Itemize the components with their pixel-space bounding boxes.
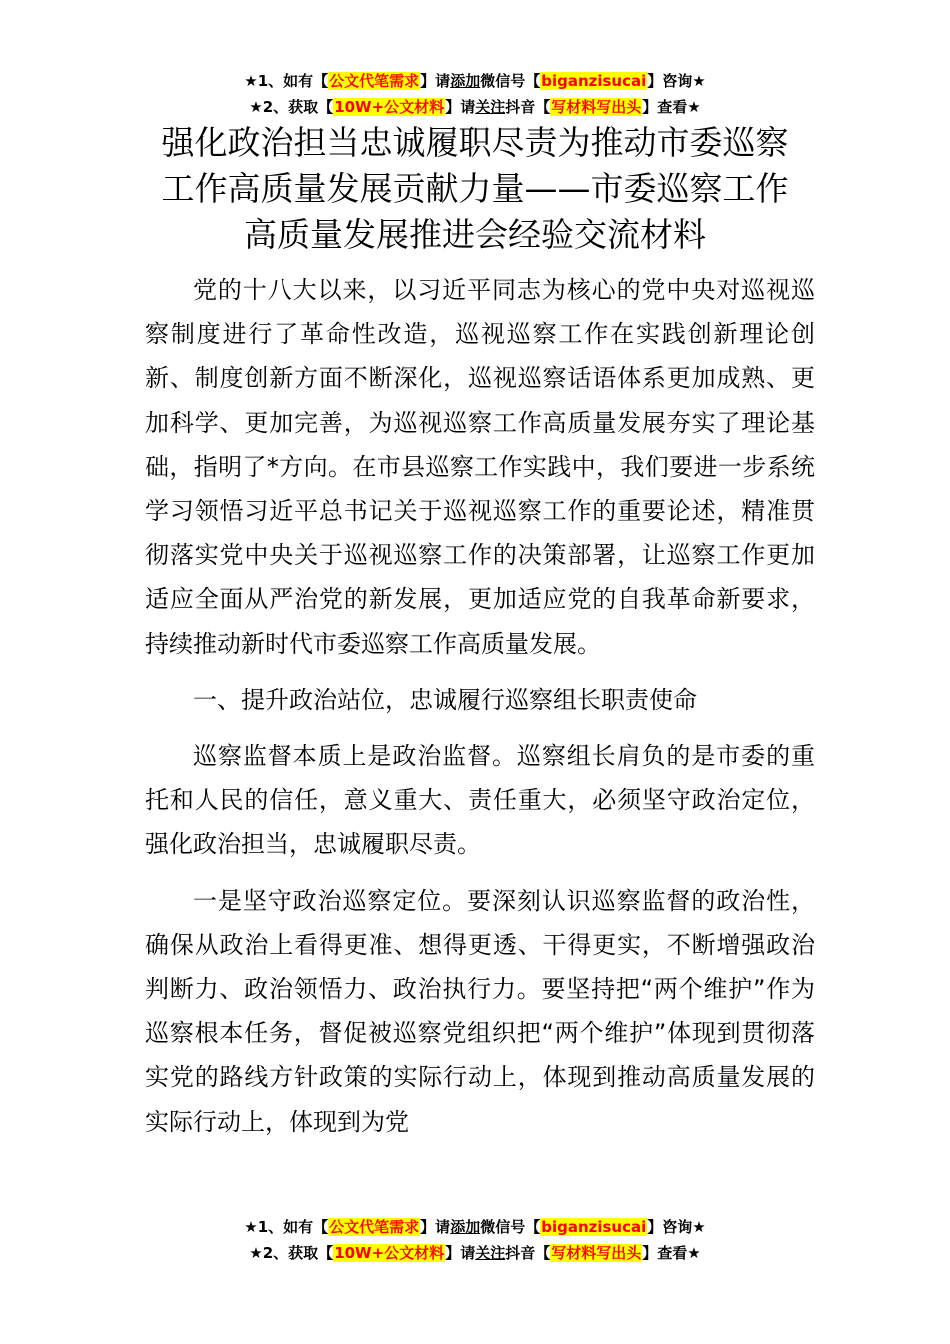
wechat-id: biganzisucai <box>541 1218 647 1236</box>
highlight-text: 公文代笔需求 <box>329 1218 420 1236</box>
highlight-text: 10W+公文材料 <box>334 98 445 116</box>
douyin-id: 写材料写出头 <box>551 98 642 116</box>
banner-line-2: ★2、获取【10W+公文材料】请关注抖音【写材料写出头】查看★ <box>249 1244 701 1262</box>
wechat-id: biganzisucai <box>541 72 647 90</box>
paragraph: 巡察监督本质上是政治监督。巡察组长肩负的是市委的重托和人民的信任，意义重大、责任重大，必须坚守政治定位，强化政治担当，忠诚履职尽责。 <box>145 742 815 859</box>
highlight-text: 公文代笔需求 <box>329 72 420 90</box>
title-line-2: 工作高质量发展贡献力量——市委巡察工作 <box>161 169 789 208</box>
banner-line-2: ★2、获取【10W+公文材料】请关注抖音【写材料写出头】查看★ <box>249 98 701 116</box>
section-heading: 一、提升政治站位，忠诚履行巡察组长职责使命 <box>193 685 697 714</box>
banner-line-1: ★1、如有【公文代笔需求】请添加微信号【biganzisucai】咨询★ <box>244 72 706 90</box>
banner-line-1: ★1、如有【公文代笔需求】请添加微信号【biganzisucai】咨询★ <box>244 1218 706 1236</box>
douyin-id: 写材料写出头 <box>551 1244 642 1262</box>
document-body <box>145 268 815 1156</box>
title-line-1: 强化政治担当忠诚履职尽责为推动市委巡察 <box>161 123 789 162</box>
highlight-text: 10W+公文材料 <box>334 1244 445 1262</box>
document-title <box>0 120 950 258</box>
paragraph: 一是坚守政治巡察定位。要深刻认识巡察监督的政治性，确保从政治上看得更准、想得更透、干得更实，不断增强政治判断力、政治领悟力、政治执行力。要坚持把“两个维护”作为巡察根本任务，督促被巡察党组织把“两个维护”体现到贯彻落实党的路线方针政策的实际行动上，体现到推动高质量发展的实际行动上，体现到为党 <box>145 886 815 1136</box>
title-line-3: 高质量发展推进会经验交流材料 <box>244 215 706 254</box>
header-banner <box>0 68 950 120</box>
footer-banner <box>0 1214 950 1266</box>
paragraph-intro: 党的十八大以来，以习近平同志为核心的党中央对巡视巡察制度进行了革命性改造，巡视巡察工作在实践创新理论创新、制度创新方面不断深化，巡视巡察话语体系更加成熟、更加科学、更加完善，为巡视巡察工作高质量发展夯实了理论基础，指明了*方向。在市县巡察工作实践中，我们要进一步系统学习领悟习近平总书记关于巡视巡察工作的重要论述，精准贯彻落实党中央关于巡视巡察工作的决策部署，让巡察工作更加适应全面从严治党的新发展，更加适应党的自我革命新要求，持续推动新时代市委巡察工作高质量发展。 <box>145 276 815 658</box>
